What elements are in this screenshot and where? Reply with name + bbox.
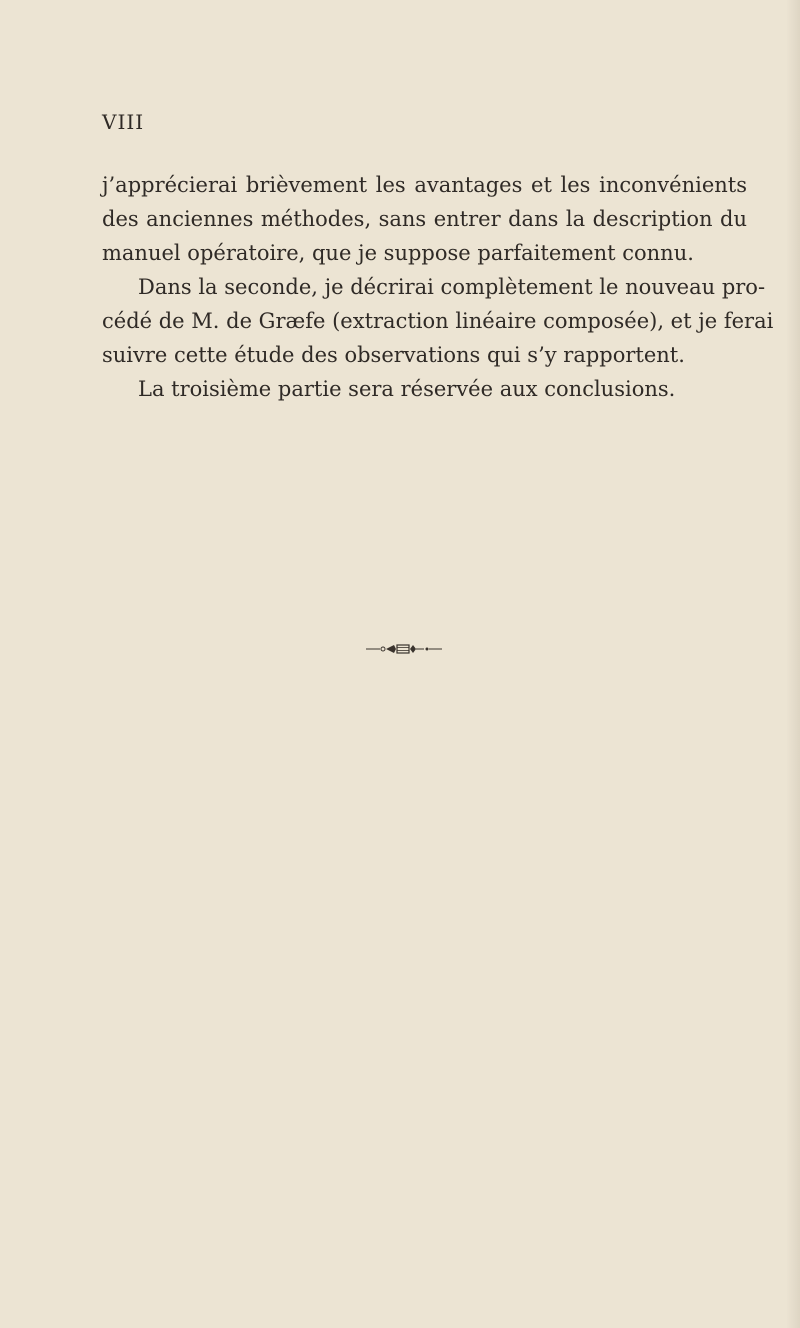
text-line: j’apprécierai brièvement les avantages et les inconvénients [102, 173, 747, 197]
page-edge-shadow [786, 0, 800, 1328]
text-line: La troisième partie sera réservée aux conclusions. [138, 377, 676, 401]
paragraph-1 [102, 168, 747, 270]
text-line: suivre cette étude des observations qui s’y rapportent. [102, 343, 685, 367]
page-number: VIII [102, 110, 145, 134]
body-text [102, 168, 774, 406]
text-line: manuel opératoire, que je suppose parfaitement connu. [102, 241, 694, 265]
paragraph-3 [102, 372, 747, 406]
paragraph-2 [102, 270, 774, 372]
section-ornament-icon [366, 643, 442, 655]
text-line: Dans la seconde, je décrirai complètement le nouveau pro- [138, 275, 766, 299]
text-line: cédé de M. de Græfe (extraction linéaire composée), et je ferai [102, 309, 774, 333]
text-line: des anciennes méthodes, sans entrer dans la description du [102, 207, 747, 231]
